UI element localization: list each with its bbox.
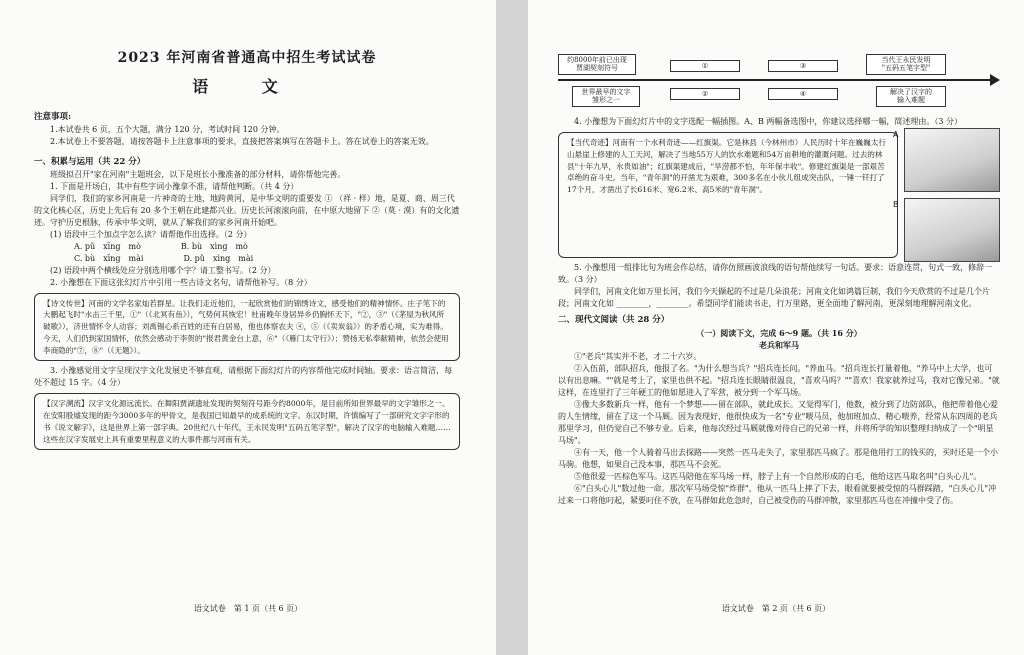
notes-heading: 注意事项: (34, 112, 72, 122)
reading-paragraph-2: ②入伍前，部队招兵，他报了名。"为什么想当兵？"招兵连长问。"养血马。"招兵连长打量着他，"养马中上大学，也可以有出息嘛。""就是考上了，家里也供不起。"招兵连长眼睛很温良，"喜欢马吗？""喜欢！我家就养过马，我对它像兄弟。"就这样，在连里打了三年硬工的他如愿进入了军营，被分到一个军马场。 (558, 363, 1000, 397)
note-1: 1.本试卷共 6 页，五个大题，满分 120 分，考试时间 120 分钟。 (50, 124, 285, 134)
option-c: C. bù xīng mài (74, 253, 144, 263)
page-2 (528, 0, 1024, 655)
section-1-intro: 班级拟召开"家在河南"主题班会，以下是班长小豫准备的部分材料，请你帮他完善。 (50, 169, 346, 179)
question-2: 2. 小豫想在下面这张幻灯片中引用一些古诗文名句，请帮他补写。（8 分） (50, 277, 312, 287)
timeline-bottom-2: ② (670, 88, 740, 100)
illustration-options (893, 128, 1000, 262)
question-3: 3. 小豫感觉用文字呈现汉字文化发展史不够直观，请根据下面幻灯片的内容帮他完成时间轴。要求：语言简洁，每处不超过 15 字。（4 分） (34, 366, 453, 388)
reading-paragraph-6: ⑥"白头心儿"数过他一命。那次军马场受惊"炸群"，他从一匹马上摔了下去，眼看就要被受惊的马群踩踏，"白头心儿"冲过来一口将他叼起，紧要叼住不放，在马群如此危急时，自己被受伤的马群冲散，家里那匹马也在冲撞中受了伤。 (558, 483, 997, 505)
exam-subject: 语 文 (192, 77, 302, 96)
illustration-b (893, 198, 1000, 262)
question-1-sub-1: (1) 语段中三个加点字怎么读？请帮他作出选择。（2 分） (50, 229, 252, 239)
page-gap (496, 0, 528, 655)
timeline-axis (558, 79, 992, 81)
question-5-passage: 同学们，河南文化如万里长河，我们今天撷起的不过是几朵浪花；河南文化如鸿篇巨制，我们今天欣赏的不过是几个片段；河南文化如 ________，________。希望同学们能读书走，行万里路，更全面地了解河南，更深刻地理解河南文化。 (558, 287, 990, 308)
options-row-1 (34, 241, 460, 253)
question-1: 1. 下面是开场白，其中有些字词小豫拿不准，请帮他判断。（共 4 分） (50, 181, 299, 191)
section-2-heading: 二、现代文阅读（共 28 分） (558, 315, 670, 325)
timeline-bottom-3: ④ (768, 88, 838, 100)
section-1-heading: 一、积累与运用（共 22 分） (34, 156, 146, 167)
hanzi-slide-box: 【汉字溯流】汉字文化源远流长。在舞阳贾湖遗址发现的契刻符号距今约8000年，是目前所知世界最早的文字雏形之一。在安阳殷墟发现的距今3000多年的甲骨文，是我国已知最早的成系统的文字。东汉时期，许慎编写了一部研究文字字形的书《说文解字》，这是世界上第一部字典。20世纪八十年代，王永民发明"五码五笔字型"，解决了汉字的电脑输入难题……这些在汉字发展史上具有重要里程意义的大事件都与河南有关。 (34, 393, 460, 450)
question-1-sub-2: (2) 语段中两个横线处应分别选用哪个字？请工整书写。（2 分） (50, 265, 276, 275)
timeline-bottom-1: 世界最早的文字 雏形之一 (572, 86, 640, 107)
question-4: 4. 小豫想为下面幻灯片中的文字选配一幅插图。A、B 两幅备选图中，你建议选择哪一幅，简述理由。（3 分） (574, 117, 963, 126)
note-2: 2.本试卷上不要答题，请按答题卡上注意事项的要求，直接把答案填写在答题卡上。答在试卷上的答案无效。 (50, 136, 434, 146)
timeline-arrow-icon (990, 74, 1000, 86)
page-1-footer: 语文试卷 第 1 页（共 6 页） (193, 604, 303, 613)
option-a: A. pǔ xīng mò (74, 241, 141, 251)
page-2-footer: 语文试卷 第 2 页（共 6 页） (721, 604, 831, 613)
timeline-top-4: 当代王永民发明 "五码五笔字型" (866, 54, 946, 75)
question-1-passage: 同学们，我们的家乡河南是一片神奇的土地，地跨黄河，是中华文明的重要发 ① （祥 · 样）地，是夏、商、周三代的文化核心区，历史上先后有 20 多个王朝在此建都兴业。历史长河滚滚向前，在中原大地留下 ②（莫 · 漠）有的文化遗迹。守护历史根脉，传承中华文明，就从了解我们的家乡河南开始吧。 (34, 193, 460, 227)
hongqiqu-slide-box: 【当代奇迹】河南有一个水利奇迹——红旗渠。它是林县（今林州市）人民历时十年在巍巍太行山悬崖上修建的人工天河，解决了当地55万人的饮水难题和54万亩耕地的灌溉问题。过去的林县"十年九旱，水贵如油"；红旗渠建成后，"旱涝都不怕，年年保丰收"。修建红旗渠是一部艰苦卓绝的奋斗史。当年，"青年洞"的开凿尤为艰难，300多名在小伙儿组成突击队，一锤一钎打了17个月，才凿出了长616米、宽6.2米、高5米的"青年洞"。 (558, 132, 898, 258)
option-d: D. pǔ xìng mài (183, 253, 254, 263)
question-4-content (558, 128, 1000, 262)
reading-paragraph-5: ⑤他很爱一匹棕色军马。这匹马陪他在军马场一样，脖子上有一个自然形成的白毛，他给这匹马取名叫"白头心儿"。 (574, 471, 982, 481)
poetry-slide-box: 【诗文传世】河南的文学名家灿若群星。让我们走近他们，一起欣赏他们的锦绣诗文，感受他们的精神情怀。庄子笔下的大鹏起飞时"水击三千里，①"（《北冥有鱼》），气势何其恢宏！杜甫晚年身居异乡仍胸怀天下，"②，③"（《茅屋为秋风所破歌》），济世情怀令人动容；刘禹锡心系百姓的还有白居易，他也体察农夫 ④，⑤（《卖炭翁》）的矛盾心境，实为难得。今天，人们仍到家国情怀，依然会感动于李贺的"报君黄金台上意，⑥"（《雁门太守行》）；赞扬无私奉献精神，依然会使用李商隐的"⑦，⑧"（《无题》）。 (34, 293, 460, 362)
illustration-a (893, 128, 1000, 192)
question-5: 5. 小豫想用一组排比句为班会作总结，请你仿照画波浪线的语句帮他续写一句话。要求：语意连贯，句式一致，修辞一致。（3 分） (558, 263, 993, 284)
reading-title: 老兵和军马 (759, 339, 799, 350)
timeline-bottom-4: 解决了汉字的 输入难题 (876, 86, 946, 107)
timeline-top-2: ① (670, 60, 740, 72)
timeline-top-1: 约8000年前已出现 贾湖契刻符号 (558, 54, 636, 75)
timeline (558, 54, 1000, 110)
option-b: B. bù xìng mò (180, 241, 248, 251)
reading-paragraph-3: ③像大多数新兵一样，他有一个梦想——留在部队，就此成长。又觉得军门，他数，被分到了边防部队，他把带着他心爱的人生情缘，留在了这一个马厩。因为表现好，他很快成为一名"专业"喂马员，他加班加点、精心喂养，经常从东四周的老兵那里学习，但仍觉自己不够专业。后来，他每次经过马厩就像对待自己的兄弟一样，并将所学的知识整理归纳成了一个"明星马场"。 (558, 399, 998, 445)
exam-title: 2023 年河南省普通高中招生考试试卷 (117, 50, 377, 66)
options-row-2 (34, 253, 460, 265)
reading-paragraph-1: ①"老兵"其实并不老，才二十六岁。 (574, 351, 702, 361)
illustration-b-label: B (893, 200, 899, 209)
reading-paragraph-4: ④有一天，他一个人骑着马出去探路——突然一匹马走失了，家里那匹马疯了。那是他用打工的钱买的，买时还是一个小马驹。他想，如果自己没本事，那匹马不会死。 (558, 447, 998, 469)
timeline-top-3: ③ (768, 60, 838, 72)
page-1 (0, 0, 496, 655)
reading-heading: （一）阅读下文，完成 6～9 题。（共 16 分） (696, 327, 862, 338)
illustration-a-label: A (893, 130, 899, 139)
